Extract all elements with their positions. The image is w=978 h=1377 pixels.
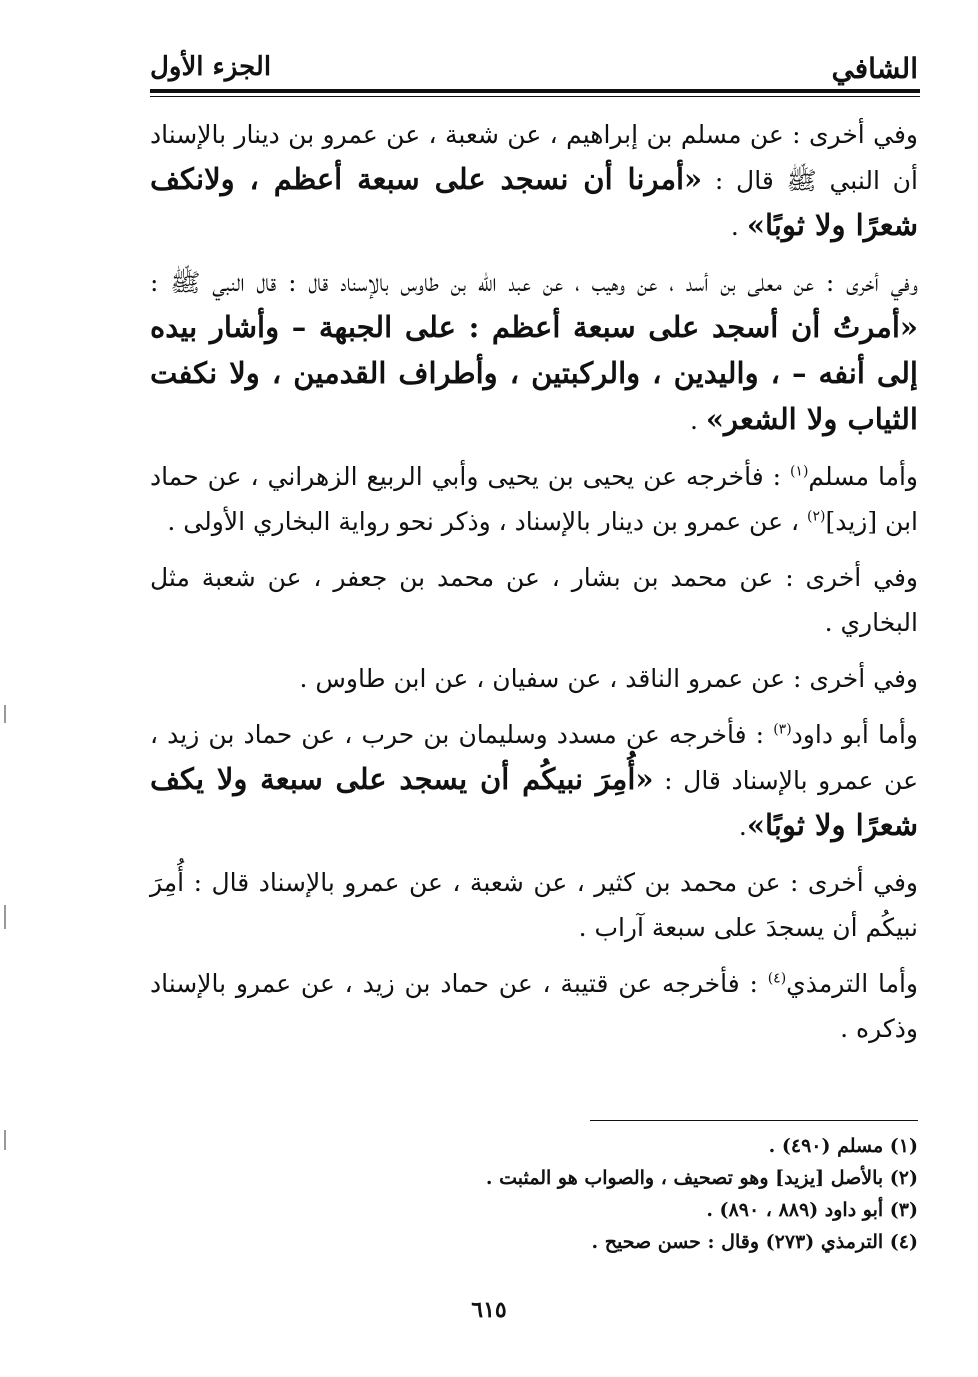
hadith-quote: «أمرتُ أن أسجد على سبعة أعظم : على الجبهة – وأشار بيده إلى أنفه – ، واليدين ، والركبتين ، وأطراف القدمين ، ولا نكفت الثياب ولا الشعر» — [150, 310, 918, 436]
paragraph-text: وفي أخرى : عن معلى بن أسد ، عن وهيب ، عن عبد الله بن طاوس بالإسناد قال : قال النبي ﷺ : — [150, 268, 918, 297]
footnote-separator — [590, 1120, 918, 1121]
header-rule-thick — [150, 89, 920, 93]
paragraph — [150, 454, 918, 544]
paragraph — [150, 860, 918, 950]
paragraph-text: وفي أخرى : عن محمد بن بشار ، عن محمد بن جعفر ، عن شعبة مثل البخاري . — [150, 563, 918, 637]
hadith-quote: «أمرنا أن نسجد على سبعة أعظم ، ولانكف شعرًا ولا ثوبًا» — [150, 162, 918, 242]
paragraph — [150, 712, 918, 849]
footnote: (١) مسلم (٤٩٠) . — [768, 1135, 918, 1157]
paragraph-text: . — [730, 212, 747, 241]
page-number: ٦١٥ — [471, 1297, 507, 1323]
footnotes — [150, 1130, 918, 1258]
paragraph-text: وأما أبو داود — [791, 720, 918, 749]
running-header — [150, 38, 918, 88]
paragraph-text: . — [689, 406, 706, 435]
paragraph-text: وفي أخرى : عن محمد بن كثير ، عن شعبة ، عن عمرو بالإسناد قال : أُمِرَ نبيكُم أن يسجدَ على سبعة آراب . — [150, 868, 918, 942]
paragraph-text: وأما الترمذي — [786, 969, 918, 998]
paragraph-text: : فأخرجه عن يحيى بن يحيى وأبي الربيع الزهراني ، عن حماد ابن [زيد] — [150, 462, 918, 536]
part-label: الجزء الأول — [150, 52, 272, 82]
footnote: (٤) الترمذي (٢٧٣) وقال : حسن صحيح . — [591, 1231, 918, 1253]
book-title: الشافي — [831, 52, 918, 85]
scan-edge-mark — [4, 705, 6, 723]
footnote-ref[interactable]: (٤) — [767, 970, 787, 987]
paragraph — [150, 555, 918, 645]
paragraph — [150, 260, 918, 443]
paragraph-text: وفي أخرى : عن عمرو الناقد ، عن سفيان ، عن ابن طاوس . — [299, 664, 918, 693]
header-rule-thin — [150, 96, 920, 97]
paragraph-text: : فأخرجه عن قتيبة ، عن حماد بن زيد ، عن عمرو بالإسناد وذكره . — [150, 969, 918, 1043]
paragraph — [150, 656, 918, 701]
scan-edge-mark — [4, 905, 6, 929]
footnote: (٣) أبو داود (٨٨٩ ، ٨٩٠) . — [706, 1199, 918, 1221]
paragraph — [150, 112, 918, 249]
paragraph-text: : فأخرجه عن مسدد وسليمان بن حرب ، عن حماد بن زيد ، عن عمرو بالإسناد قال : — [150, 720, 918, 795]
paragraph-text: وأما مسلم — [808, 462, 918, 491]
scan-edge-mark — [4, 1130, 6, 1150]
paragraph-text: ، عن عمرو بن دينار بالإسناد ، وذكر نحو رواية البخاري الأولى . — [167, 507, 807, 536]
paragraph-text: . — [738, 812, 747, 841]
footnote-ref[interactable]: (٢) — [806, 508, 826, 525]
footnote-ref[interactable]: (١) — [789, 463, 809, 480]
main-text — [150, 112, 918, 1062]
paragraph — [150, 961, 918, 1051]
paragraph-text: وفي أخرى : عن مسلم بن إبراهيم ، عن شعبة ، عن عمرو بن دينار بالإسناد أن النبي ﷺ قال : — [150, 120, 918, 195]
footnote-ref[interactable]: (٣) — [773, 721, 792, 738]
hadith-quote: «أُمِرَ نبيكُم أن يسجد على سبعة ولا يكف شعرًا ولا ثوبًا» — [150, 762, 918, 842]
footnote: (٢) بالأصل [يزيد] وهو تصحيف ، والصواب هو المثبت . — [485, 1167, 918, 1189]
